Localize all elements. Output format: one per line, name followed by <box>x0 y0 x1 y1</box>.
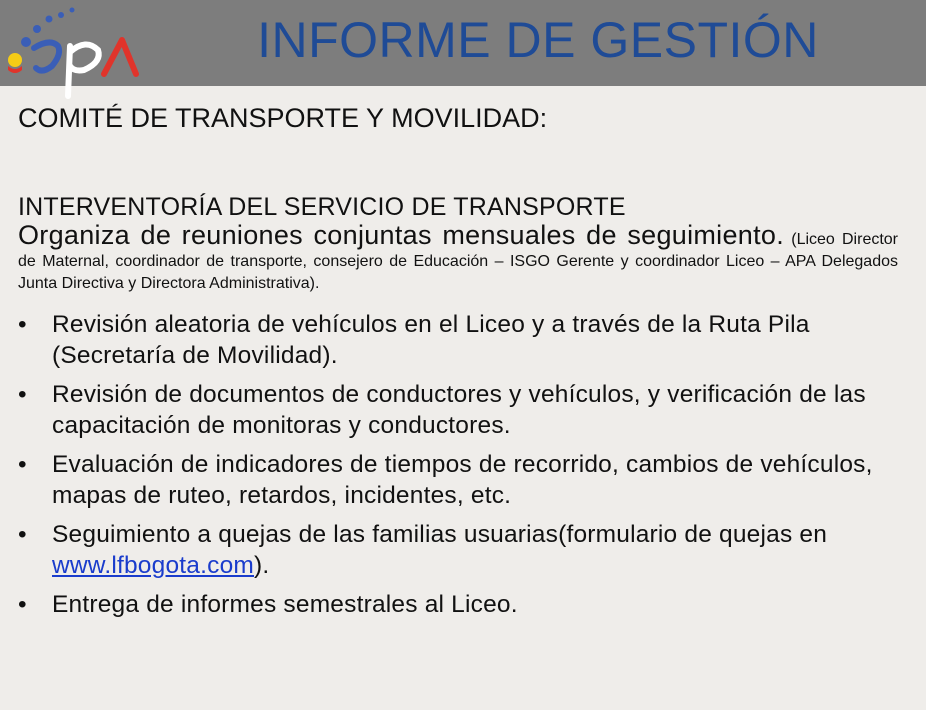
website-link[interactable]: www.lfbogota.com <box>52 552 255 579</box>
list-item <box>18 309 898 371</box>
page-title: INFORME DE GESTIÓN <box>257 12 819 68</box>
list-item-text: Revisión aleatoria de vehículos en el Liceo y a través de la Ruta Pila (Secretaría de Movilidad). <box>52 311 810 369</box>
slide-content <box>18 100 898 628</box>
bullet-icon: • <box>18 311 27 338</box>
list-item <box>18 379 898 441</box>
list-item <box>18 449 898 511</box>
section-heading: INTERVENTORÍA DEL SERVICIO DE TRANSPORTE <box>18 193 626 221</box>
committee-heading: COMITÉ DE TRANSPORTE Y MOVILIDAD: <box>18 103 548 133</box>
list-item-text: Evaluación de indicadores de tiempos de recorrido, cambios de vehículos, mapas de ruteo, retardos, incidentes, etc. <box>52 451 873 509</box>
list-item-text-end: ). <box>254 552 270 579</box>
apa-logo-icon <box>4 2 144 102</box>
bullet-icon: • <box>18 451 27 478</box>
lead-paragraph <box>18 222 898 295</box>
lead-text: Organiza de reuniones conjuntas mensuales de seguimiento. <box>18 220 785 250</box>
list-item-text: Revisión de documentos de conductores y vehículos, y verificación de las capacitación de monitoras y conductores. <box>52 381 866 439</box>
list-item <box>18 589 898 620</box>
list-item-text: Seguimiento a quejas de las familias usuarias(formulario de quejas en <box>52 521 828 548</box>
list-item-text: Entrega de informes semestrales al Liceo. <box>52 591 518 618</box>
bullet-icon: • <box>18 381 27 408</box>
list-item <box>18 519 898 581</box>
bullet-icon: • <box>18 521 27 548</box>
activity-list <box>18 309 898 620</box>
participants-note: (Liceo Director de Maternal, coordinador de transporte, consejero de Educación – ISGO Gerente y coordinador Liceo – APA Delegados Junta Directiva y Directora Administrativa). <box>18 231 899 292</box>
bullet-icon: • <box>18 591 27 618</box>
header-bar <box>0 0 926 86</box>
